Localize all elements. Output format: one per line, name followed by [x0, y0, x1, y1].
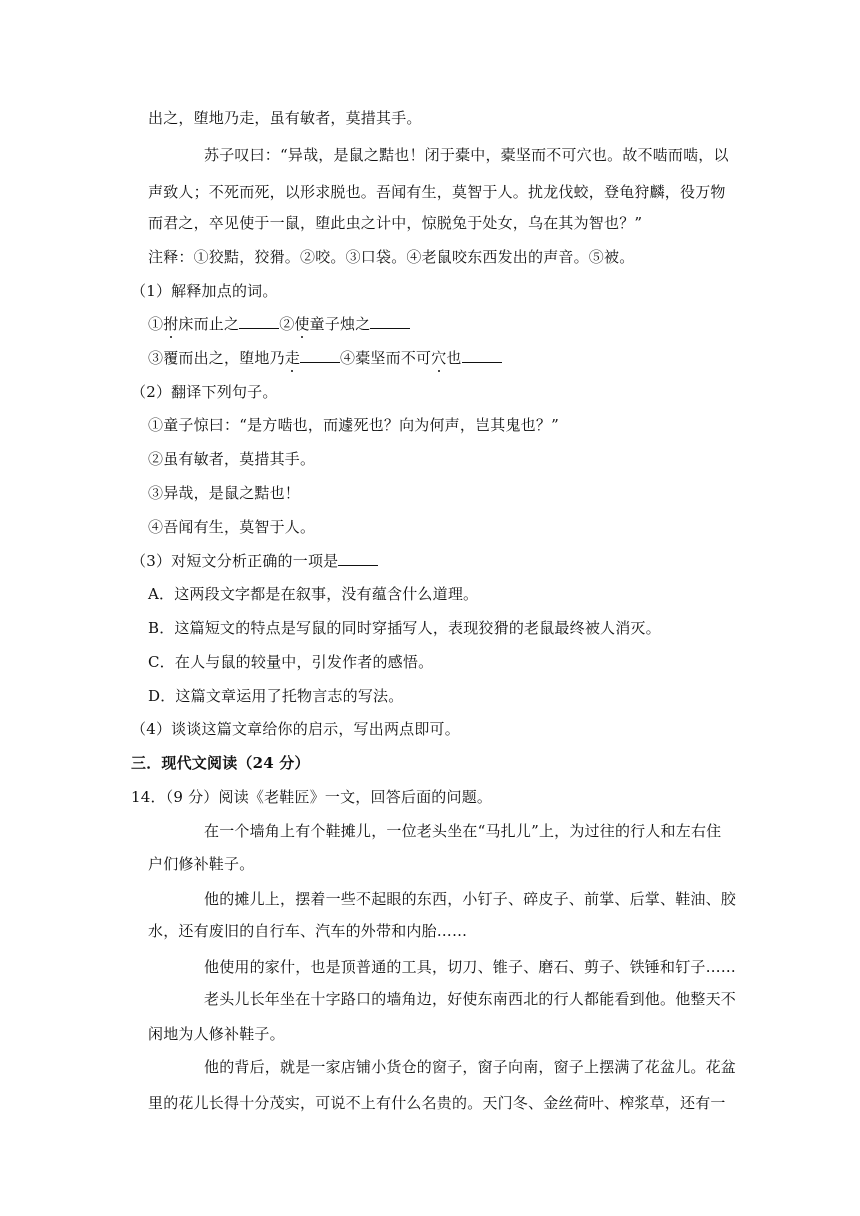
- text-line: 闲地为人修补鞋子。: [148, 1025, 285, 1043]
- text-line: 他的摊儿上，摆着一些不起眼的东西，小钉子、碎皮子、前掌、后掌、鞋油、胶: [204, 890, 737, 908]
- text-line: 水，还有废旧的自行车、汽车的外带和内胎……: [148, 922, 468, 940]
- sentence-item: ②虽有敏者，莫措其手。: [148, 450, 316, 468]
- item-text: 也: [446, 349, 462, 367]
- question-1-items-a: [148, 314, 748, 334]
- option-b: B．这篇短文的特点是写鼠的同时穿插写人，表现狡猾的老鼠最终被人消灭。: [148, 619, 661, 637]
- answer-blank[interactable]: [300, 348, 340, 363]
- answer-blank[interactable]: [370, 314, 410, 329]
- question-3: [131, 551, 731, 571]
- item-label: ①: [148, 315, 164, 333]
- dotted-word: 走: [284, 349, 301, 367]
- answer-blank[interactable]: [239, 314, 279, 329]
- annotation-note: 注释：①狡黠，狡猾。②咬。③口袋。④老鼠咬东西发出的声音。⑤被。: [148, 248, 635, 266]
- question-14: 14．（9 分）阅读《老鞋匠》一文，回答后面的问题。: [131, 788, 493, 806]
- question-2: （2）翻译下列句子。: [131, 383, 278, 401]
- answer-blank[interactable]: [462, 348, 502, 363]
- text-line: 户们修补鞋子。: [148, 855, 255, 873]
- item-text: ④橐坚而不可: [340, 349, 432, 367]
- sentence-item: ④吾闻有生，莫智于人。: [148, 518, 316, 536]
- question-3-text: （3）对短文分析正确的一项是: [131, 552, 339, 570]
- item-text: ③覆而出之，堕地乃: [148, 349, 285, 367]
- dotted-word: 使: [294, 315, 310, 333]
- sentence-item: ①童子惊曰：“是方啮也，而遽死也？向为何声，岂其鬼也？”: [148, 416, 559, 434]
- text-line: 而君之，卒见使于一鼠，堕此虫之计中，惊脱兔于处女，乌在其为智也？”: [148, 214, 643, 232]
- dotted-word: 穴: [431, 349, 447, 367]
- question-1: （1）解释加点的词。: [131, 282, 278, 300]
- sentence-item: ③异哉，是鼠之黠也！: [148, 484, 301, 502]
- text-line: 声致人；不死而死，以形求脱也。吾闻有生，莫智于人。扰龙伐蛟，登龟狩麟，役万物: [148, 183, 726, 201]
- text-line: 出之，堕地乃走，虽有敏者，莫措其手。: [148, 109, 422, 127]
- text-line: 苏子叹曰：“异哉，是鼠之黠也！闭于橐中，橐坚而不可穴也。故不啮而啮，以: [204, 146, 729, 164]
- text-line: 在一个墙角上有个鞋摊儿，一位老头坐在“马扎儿”上，为过往的行人和左右住: [204, 822, 722, 840]
- option-d: D．这篇文章运用了托物言志的写法。: [148, 687, 404, 705]
- item-label: ②: [279, 315, 295, 333]
- text-line: 他使用的家什，也是顶普通的工具，切刀、锥子、磨石、剪子、铁锤和钉子……: [204, 958, 737, 976]
- option-a: A．这两段文字都是在叙事，没有蕴含什么道理。: [148, 585, 479, 603]
- question-4: （4）谈谈这篇文章给你的启示，写出两点即可。: [131, 720, 460, 738]
- section-heading: 三．现代文阅读（24 分）: [131, 754, 310, 772]
- text-line: 他的背后，就是一家店铺小货仓的窗子，窗子向南，窗子上摆满了花盆儿。花盆: [204, 1058, 737, 1076]
- question-1-items-b: [148, 348, 748, 368]
- item-text: 童子烛之: [309, 315, 371, 333]
- answer-blank[interactable]: [338, 551, 378, 566]
- dotted-word: 拊: [163, 315, 179, 333]
- item-text: 床而止之: [178, 315, 240, 333]
- text-line: 里的花儿长得十分茂实，可说不上有什么名贵的。天门冬、金丝荷叶、榨浆草，还有一: [148, 1094, 726, 1112]
- text-line: 老头儿长年坐在十字路口的墙角边，好使东南西北的行人都能看到他。他整天不: [204, 990, 737, 1008]
- option-c: C．在人与鼠的较量中，引发作者的感悟。: [148, 653, 434, 671]
